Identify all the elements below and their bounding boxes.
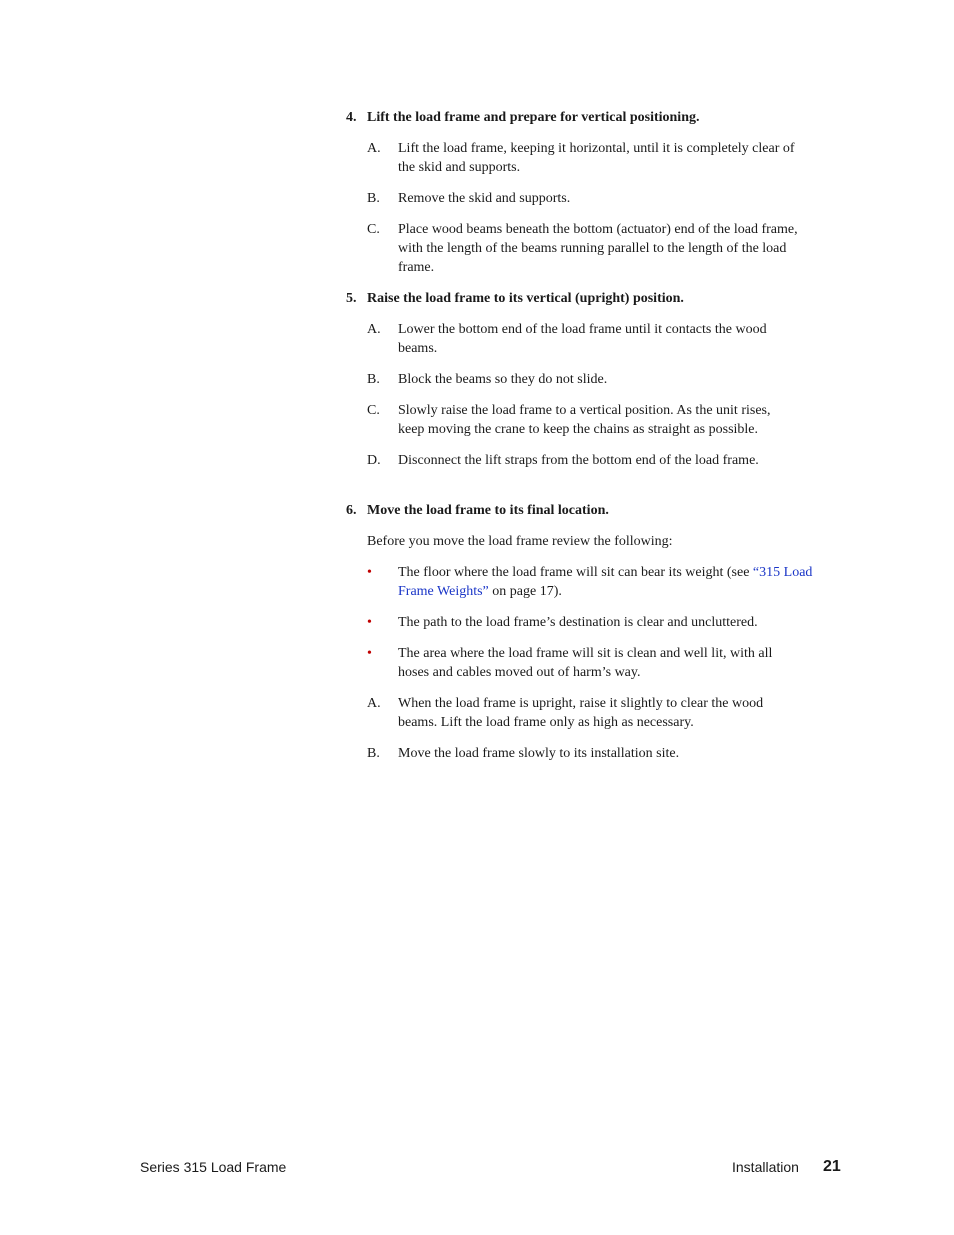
item-marker: C. [367,403,380,418]
item-text: Slowly raise the load frame to a vertical position. As the unit rises, keep moving the crane to keep the chains as straight as possible. [398,403,771,437]
step-intro: Before you move the load frame review the following: [367,534,673,549]
list-item [346,370,846,389]
item-text [398,563,843,601]
step-number: 4. [346,110,357,125]
item-marker: B. [367,372,380,387]
item-text: Lift the load frame, keeping it horizontal, until it is completely clear of the skid and supports. [398,141,795,175]
list-item [346,139,846,177]
list-item [346,744,846,763]
page-number: 21 [823,1158,841,1175]
item-text: The area where the load frame will sit is clean and well lit, with all hoses and cables moved out of harm’s way. [398,646,773,680]
bullet-item [346,563,846,601]
list-item [346,320,846,358]
item-text-end: on page 17). [488,584,562,599]
bullet-icon: • [367,565,372,580]
item-text: Place wood beams beneath the bottom (actuator) end of the load frame, with the length of the beams running parallel to the length of the load frame. [398,222,798,275]
item-marker: C. [367,222,380,237]
cross-reference-link[interactable]: “315 Load Frame Weights” [398,565,813,599]
item-text: Block the beams so they do not slide. [398,372,608,387]
list-item [346,401,846,439]
step-title: Lift the load frame and prepare for vertical positioning. [367,110,700,125]
item-text-start: The floor where the load frame will sit can bear its weight (see [398,565,753,580]
list-item [346,220,846,277]
bullet-icon: • [367,615,372,630]
bullet-item [346,644,846,682]
item-text: Disconnect the lift straps from the bottom end of the load frame. [398,453,759,468]
item-text: Move the load frame slowly to its installation site. [398,746,680,761]
item-marker: A. [367,322,381,337]
item-marker: A. [367,141,381,156]
step-number: 6. [346,503,357,518]
list-item [346,694,846,732]
step-title: Move the load frame to its final location. [367,503,609,518]
step-number: 5. [346,291,357,306]
bullet-icon: • [367,646,372,661]
list-item [346,451,846,470]
item-marker: A. [367,696,381,711]
step-6-heading [346,501,846,520]
step-5-heading [346,289,846,308]
bullet-item [346,613,846,632]
step-title: Raise the load frame to its vertical (upright) position. [367,291,684,306]
item-text: Lower the bottom end of the load frame until it contacts the wood beams. [398,322,767,356]
item-text: The path to the load frame’s destination is clear and uncluttered. [398,615,758,630]
footer-section-name: Installation [732,1159,799,1175]
list-item [346,189,846,208]
page-content [346,108,846,763]
item-text: When the load frame is upright, raise it slightly to clear the wood beams. Lift the load frame only as high as necessary. [398,696,764,730]
footer-document-title: Series 315 Load Frame [140,1159,287,1175]
item-marker: B. [367,191,380,206]
item-marker: B. [367,746,380,761]
item-text: Remove the skid and supports. [398,191,571,206]
step-4-heading [346,108,846,127]
item-marker: D. [367,453,381,468]
